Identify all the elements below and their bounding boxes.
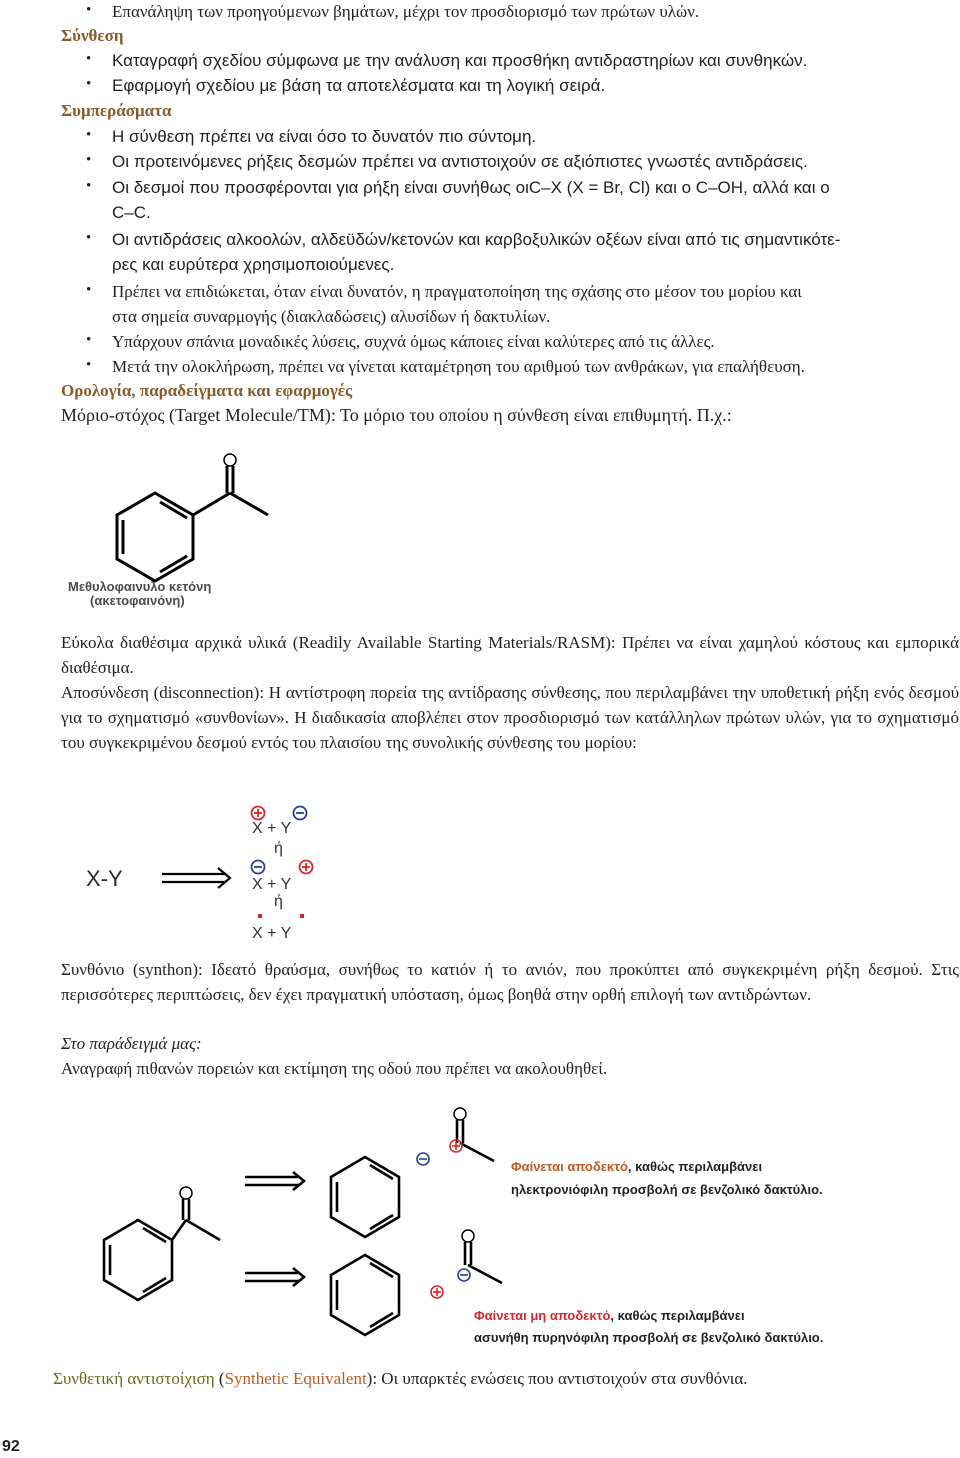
molecule-alt-name-label: (ακετοφαινόνη)	[90, 593, 185, 608]
x-plus-y-2: X + Y	[252, 876, 292, 893]
list-item-continued: ρες και ευρύτερα χρησιμοποιούμενες.	[112, 255, 395, 274]
or-label-1: ή	[274, 840, 283, 857]
route2-verdict: Φαίνεται μη αποδεκτό	[474, 1308, 611, 1323]
bullet-glyph: •	[86, 152, 92, 168]
route1-verdict: Φαίνεται αποδεκτό	[511, 1159, 628, 1174]
route2-annotation-line2: ασυνήθη πυρηνόφιλη προσβολή σε βενζολικό δακτύλιο.	[474, 1330, 824, 1345]
equiv-paren-open: (	[214, 1369, 225, 1388]
target-molecule-text: Μόριο-στόχος (Target Molecule/TM): Το μόριο του οποίου η σύνθεση είναι επιθυμητή. Π.χ.:	[61, 405, 732, 425]
list-item: Καταγραφή σχεδίου σύμφωνα με την ανάλυση και προσθήκη αντιδραστηρίων και συνθηκών.	[112, 51, 808, 70]
bullet-glyph: •	[86, 76, 92, 92]
route1-reason: , καθώς περιλαμβάνει	[627, 1159, 763, 1174]
list-item: Οι δεσμοί που προσφέρονται για ρήξη είναι συνήθως οιC–X (X = Br, Cl) και ο C–OH, αλλά και ο	[112, 178, 830, 197]
example-text: Αναγραφή πιθανών πορειών και εκτίμηση της οδού που πρέπει να ακολουθηθεί.	[61, 1059, 608, 1078]
list-item: Μετά την ολοκλήρωση, πρέπει να γίνεται καταμέτρηση του αριθμού των ανθράκων, για επαλήθευση.	[112, 357, 805, 376]
bullet-glyph: •	[86, 357, 92, 373]
xy-label: X-Y	[86, 866, 123, 891]
synthon-paragraph: Συνθόνιο (synthon): Ιδεατό θραύσμα, συνήθως το κατιόν ή το ανιόν, που προκύπτει από συγκεκριμένη ρήξη δεσμού. Στις περισσότερες περιπτώσεις, δεν έχει πραγματική υπόσταση, όμως βοηθά στην ορθή επιλογή των αντιδρώντων.	[61, 960, 959, 1004]
section-title-conclusions: Συμπεράσματα	[61, 101, 172, 120]
list-item-continued: στα σημεία συναρμογής (διακλαδώσεις) αλυσίδων ή δακτυλίων.	[112, 307, 551, 326]
bullet-glyph: •	[86, 51, 92, 67]
list-item: Εφαρμογή σχεδίου με βάση τα αποτελέσματα και τη λογική σειρά.	[112, 76, 606, 95]
equiv-term-en: Synthetic Equivalent	[224, 1369, 367, 1388]
equiv-definition: ): Οι υπαρκτές ενώσεις που αντιστοιχούν στα συνθόνια.	[366, 1369, 748, 1388]
list-item: Υπάρχουν σπάνια μοναδικές λύσεις, συχνά όμως κάποιες είναι καλύτερες από τις άλλες.	[112, 332, 715, 351]
synthetic-equivalent-line	[53, 1368, 748, 1389]
example-intro: Στο παράδειγμά μας:	[61, 1034, 202, 1053]
route1-annotation	[511, 1158, 762, 1175]
disconnection-paragraph: Αποσύνδεση (disconnection): Η αντίστροφη πορεία της αντίδρασης σύνθεσης, που περιλαμβάνει την υποθετική ρήξη ενός δεσμού για το σχηματισμό «συνθονίων». Η διαδικασία αποβλέπει στον προσδιορισμό των κατάλληλων πρώτων υλών, για το σχηματισμό του συγκεκριμένου δεσμού εντός του πλαισίου της συνολικής σύνθεσης του μορίου:	[61, 683, 959, 752]
rasm-paragraph: Εύκολα διαθέσιμα αρχικά υλικά (Readily Available Starting Materials/RASM): Πρέπει να είναι χαμηλού κόστους και εμπορικά διαθέσιμα.	[61, 633, 959, 677]
retro-arrow-icon	[160, 866, 240, 890]
list-item: Πρέπει να επιδιώκεται, όταν είναι δυνατόν, η πραγματοποίηση της σχάσης στο μέσον του μορίου και	[112, 282, 802, 301]
list-item: Η σύνθεση πρέπει να είναι όσο το δυνατόν πιο σύντομη.	[112, 127, 537, 146]
list-item: Οι αντιδράσεις αλκοολών, αλδεϋδών/κετονών και καρβοξυλικών οξέων είναι από τις σημαντικότε-	[112, 230, 841, 249]
route1-annotation-line2: ηλεκτρονιόφιλη προσβολή σε βενζολικό δακτύλιο.	[511, 1182, 823, 1197]
bullet-glyph: •	[86, 282, 92, 298]
equiv-term: Συνθετική αντιστοίχιση	[53, 1369, 215, 1388]
list-item-continued: C–C.	[112, 203, 151, 222]
x-plus-y-1: X + Y	[252, 820, 292, 837]
bullet-glyph: •	[86, 2, 92, 18]
retrosynthesis-scheme	[90, 1095, 510, 1345]
list-item: Οι προτεινόμενες ρήξεις δεσμών πρέπει να αντιστοιχούν σε αξιόπιστες γνωστές αντιδράσεις.	[112, 152, 808, 171]
section-title-synthesis: Σύνθεση	[61, 26, 124, 45]
bullet-glyph: •	[86, 332, 92, 348]
or-label-2: ή	[274, 893, 283, 910]
page-number: 92	[2, 1438, 20, 1455]
bullet-glyph: •	[86, 127, 92, 143]
bullet-glyph: •	[86, 178, 92, 194]
route2-annotation	[474, 1307, 745, 1324]
bullet-glyph: •	[86, 230, 92, 246]
section-title-terms: Ορολογία, παραδείγματα και εφαρμογές	[61, 381, 353, 400]
radical-dots	[240, 910, 330, 924]
x-plus-y-3: X + Y	[252, 925, 292, 942]
route2-reason: , καθώς περιλαμβάνει	[610, 1308, 745, 1323]
list-item: Επανάληψη των προηγούμενων βημάτων, μέχρι τον προσδιορισμό των πρώτων υλών.	[112, 2, 700, 21]
molecule-name-label: Μεθυλοφαινυλο κετόνη	[68, 579, 212, 594]
